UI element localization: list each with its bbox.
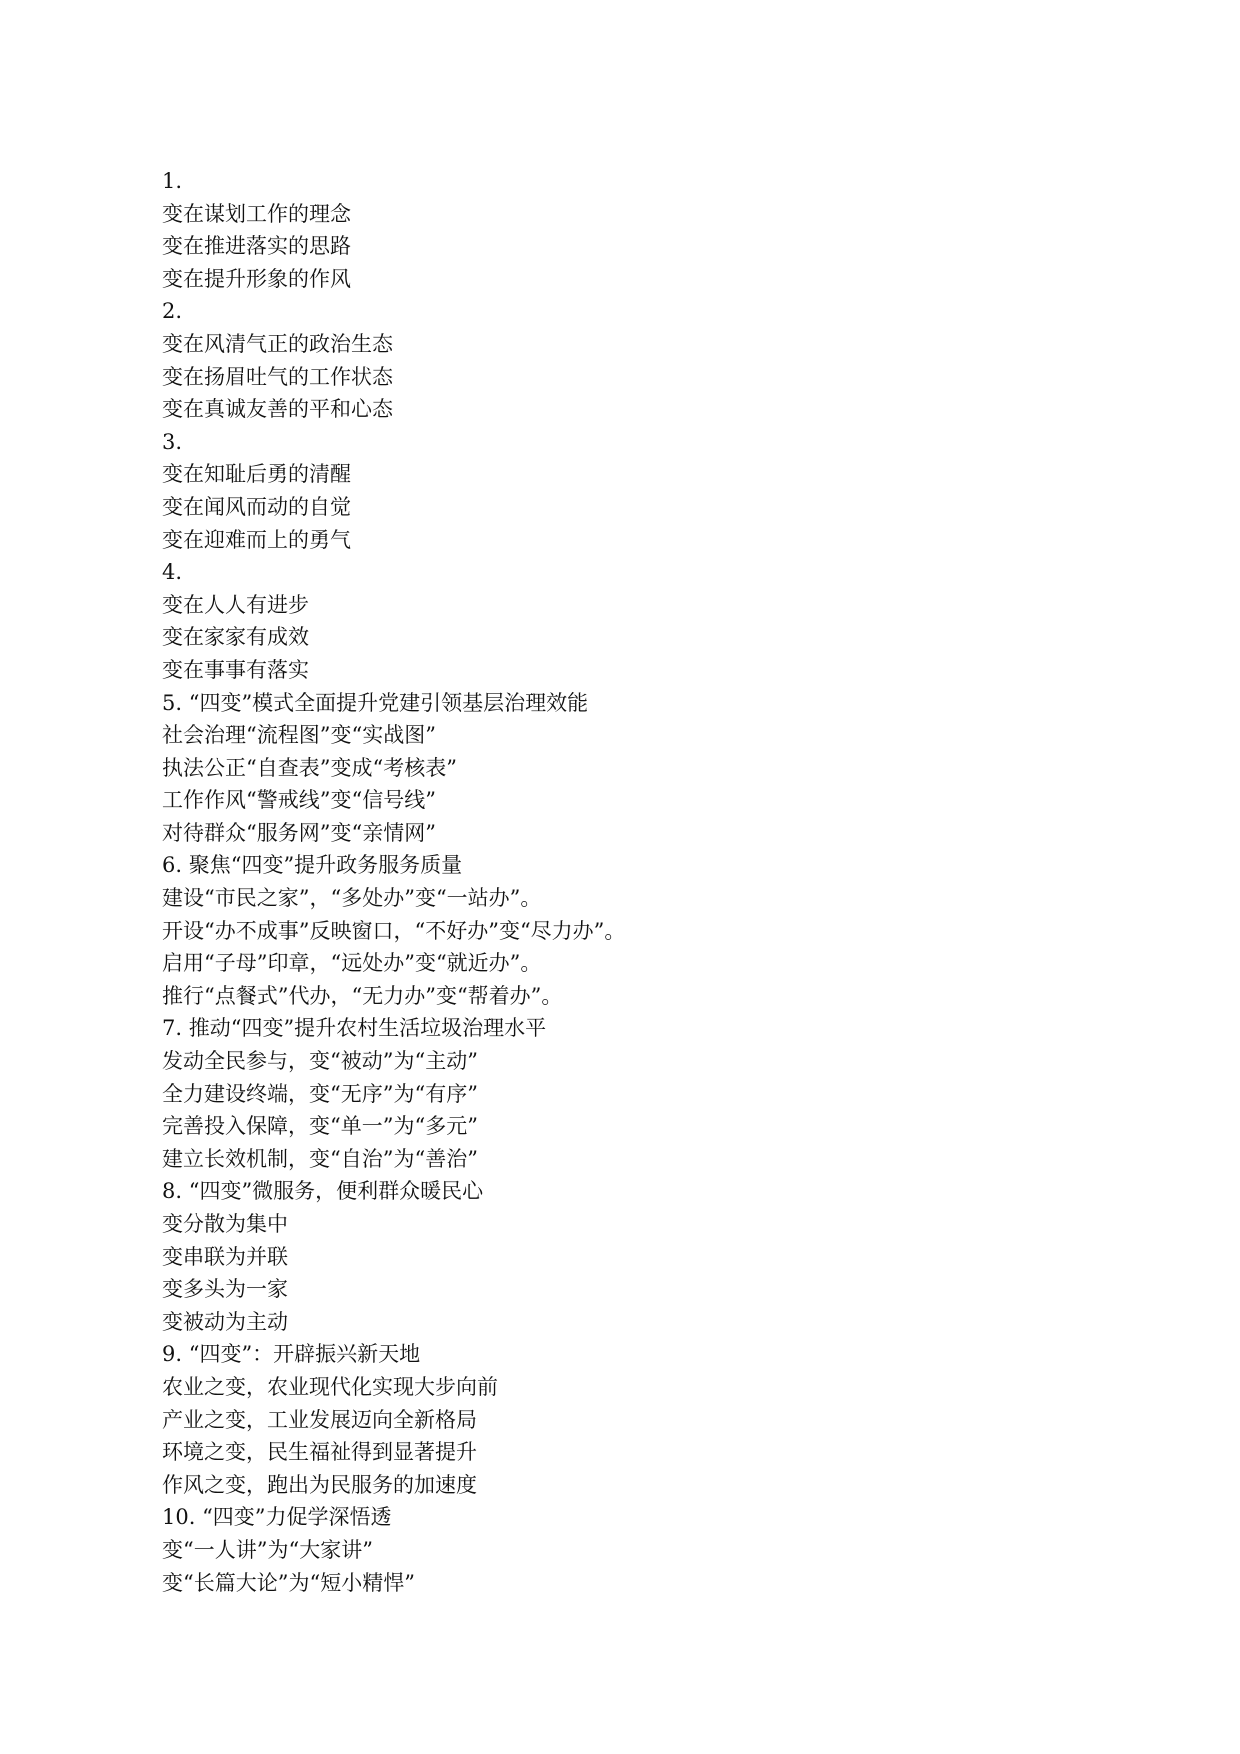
section-heading: 10. “四变”力促学深悟透	[162, 1505, 392, 1530]
text-line: 变在推进落实的思路	[162, 234, 351, 259]
section-heading: 7. 推动“四变”提升农村生活垃圾治理水平	[162, 1016, 547, 1041]
text-line: 变在人人有进步	[162, 592, 309, 617]
text-line: 产业之变，工业发展迈向全新格局	[162, 1407, 477, 1432]
text-line: 社会治理“流程图”变“实战图”	[162, 723, 436, 748]
text-line: 变在谋划工作的理念	[162, 201, 351, 226]
text-line: 变多头为一家	[162, 1277, 288, 1302]
text-line: 3.	[162, 429, 183, 454]
text-line: 全力建设终端，变“无序”为“有序”	[162, 1081, 478, 1106]
text-line: 1.	[162, 169, 183, 193]
text-line: 环境之变，民生福祉得到显著提升	[162, 1440, 477, 1465]
document-body	[162, 165, 1162, 1599]
text-line: 变在真诚友善的平和心态	[162, 397, 393, 422]
text-line: 变在迎难而上的勇气	[162, 527, 351, 552]
section-heading: 6. 聚焦“四变”提升政务服务质量	[162, 853, 463, 878]
text-line: 农业之变，农业现代化实现大步向前	[162, 1374, 498, 1399]
text-line: 变“长篇大论”为“短小精悍”	[162, 1570, 415, 1595]
text-line: 变在扬眉吐气的工作状态	[162, 364, 393, 389]
text-line: 变在闻风而动的自觉	[162, 494, 351, 519]
text-line: 变“一人讲”为“大家讲”	[162, 1537, 373, 1562]
text-line: 变在知耻后勇的清醒	[162, 462, 351, 487]
text-line: 完善投入保障，变“单一”为“多元”	[162, 1114, 478, 1139]
section-heading: 5. “四变”模式全面提升党建引领基层治理效能	[162, 690, 589, 715]
text-line: 开设“办不成事”反映窗口，“不好办”变“尽力办”。	[162, 918, 626, 943]
text-line: 变被动为主动	[162, 1309, 288, 1334]
text-line: 推行“点餐式”代办，“无力办”变“帮着办”。	[162, 983, 563, 1008]
text-line: 作风之变，跑出为民服务的加速度	[162, 1472, 477, 1497]
text-line: 变在提升形象的作风	[162, 266, 351, 291]
text-line: 变分散为集中	[162, 1212, 288, 1236]
section-heading: 9. “四变”：开辟振兴新天地	[162, 1342, 421, 1367]
text-line: 建设“市民之家”，“多处办”变“一站办”。	[162, 886, 542, 911]
text-line: 变在事事有落实	[162, 657, 309, 682]
text-line: 2.	[162, 299, 183, 324]
text-line: 建立长效机制，变“自治”为“善治”	[162, 1146, 478, 1171]
section-heading: 8. “四变”微服务，便利群众暖民心	[162, 1179, 484, 1204]
text-line: 变在家家有成效	[162, 625, 309, 650]
text-line: 工作作风“警戒线”变“信号线”	[162, 788, 436, 813]
text-line: 启用“子母”印章，“远处办”变“就近办”。	[162, 951, 542, 976]
text-line: 变串联为并联	[162, 1244, 288, 1269]
text-line: 执法公正“自查表”变成“考核表”	[162, 755, 457, 780]
text-line: 变在风清气正的政治生态	[162, 331, 393, 356]
text-line: 对待群众“服务网”变“亲情网”	[162, 820, 436, 845]
text-line: 发动全民参与，变“被动”为“主动”	[162, 1049, 478, 1074]
text-line: 4.	[162, 560, 183, 585]
